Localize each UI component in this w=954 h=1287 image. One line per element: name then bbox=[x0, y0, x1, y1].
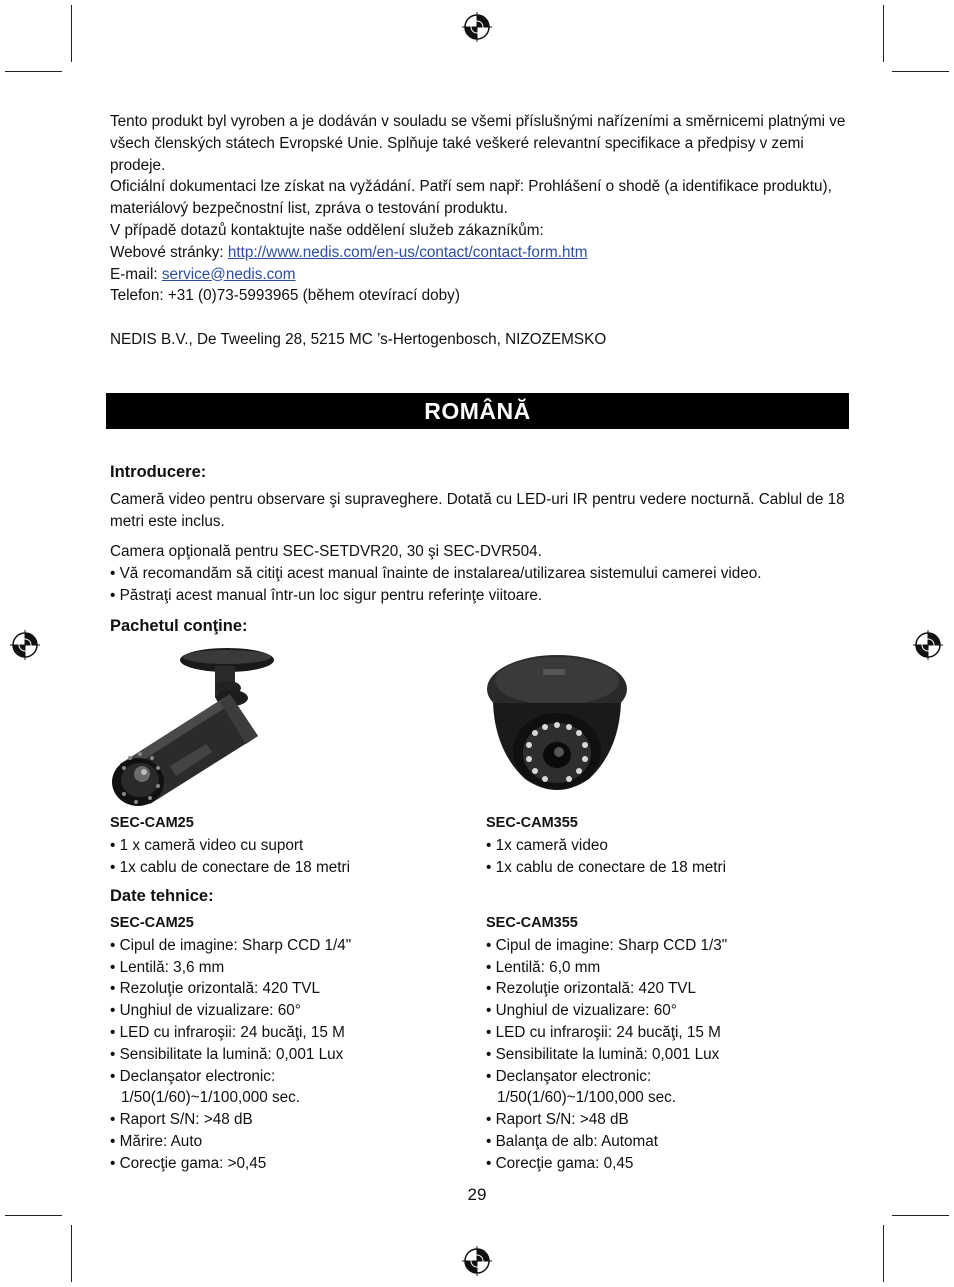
phone-line: Telefon: +31 (0)73-5993965 (během otevírací doby) bbox=[110, 287, 460, 305]
list-item: • Raport S/N: >48 dB bbox=[486, 1111, 629, 1129]
list-item: • Unghiul de vizualizare: 60° bbox=[486, 1002, 677, 1020]
list-item: • LED cu infraroşii: 24 bucăţi, 15 M bbox=[110, 1023, 345, 1041]
package-left-column bbox=[110, 813, 450, 878]
registration-mark-icon bbox=[462, 1246, 492, 1276]
list-item: • Rezoluţie orizontală: 420 TVL bbox=[486, 980, 697, 998]
bullet-camera-image bbox=[110, 646, 278, 808]
list-item: • Lentilă: 6,0 mm bbox=[486, 958, 601, 976]
website-link[interactable]: http://www.nedis.com/en-us/contact/contact-form.htm bbox=[227, 243, 588, 261]
crop-mark bbox=[883, 5, 884, 62]
website-label: Webové stránky: bbox=[110, 243, 228, 261]
compliance-paragraph: Tento produkt byl vyroben a je dodáván v souladu se všemi příslušnými nařízeními a směrnicemi platnými ve všech členských státech Evropské Unie. Splňuje také veškeré relevantní specifikace a předpisy v zemi prodeje. bbox=[110, 113, 846, 174]
list-item: • 1x cameră video bbox=[486, 836, 608, 854]
registration-mark-icon bbox=[913, 630, 943, 660]
list-item: • Cipul de imagine: Sharp CCD 1/4" bbox=[110, 936, 352, 954]
registration-mark-icon bbox=[10, 630, 40, 660]
list-item-continuation: 1/50(1/60)~1/100,000 sec. bbox=[121, 1089, 301, 1107]
specs-heading: Date tehnice: bbox=[110, 887, 214, 905]
list-item: • Păstraţi acest manual într-un loc sigur pentru referinţe viitoare. bbox=[110, 586, 543, 604]
list-item: • LED cu infraroşii: 24 bucăţi, 15 M bbox=[486, 1023, 721, 1041]
list-item: • Lentilă: 3,6 mm bbox=[110, 958, 225, 976]
compatibility-paragraph: Camera opţională pentru SEC-SETDVR20, 30 şi SEC-DVR504. bbox=[110, 543, 542, 560]
email-link[interactable]: service@nedis.com bbox=[161, 265, 296, 283]
email-line bbox=[110, 264, 850, 286]
list-item: • Corecţie gama: >0,45 bbox=[110, 1154, 267, 1172]
page-number: 29 bbox=[467, 1185, 487, 1204]
intro-paragraph: Cameră video pentru observare şi supraveghere. Dotată cu LED-uri IR pentru vedere nocturnă. Cablul de 18 metri este inclus. bbox=[110, 491, 845, 530]
specs-left-column bbox=[110, 913, 450, 1175]
email-label: E-mail: bbox=[110, 265, 162, 283]
crop-mark bbox=[71, 5, 72, 62]
list-item: • Rezoluţie orizontală: 420 TVL bbox=[110, 980, 321, 998]
model-name: SEC-CAM355 bbox=[486, 815, 578, 831]
specs-right-column bbox=[486, 913, 826, 1175]
list-item: • Unghiul de vizualizare: 60° bbox=[110, 1002, 301, 1020]
list-item: • Sensibilitate la lumină: 0,001 Lux bbox=[486, 1045, 720, 1063]
crop-mark bbox=[5, 1215, 62, 1216]
intro-text-2 bbox=[110, 541, 850, 606]
dome-camera-image bbox=[485, 651, 629, 801]
list-item: • Declanşator electronic: bbox=[110, 1067, 276, 1085]
company-address: NEDIS B.V., De Tweeling 28, 5215 MC ’s-Hertogenbosch, NIZOZEMSKO bbox=[110, 331, 607, 348]
crop-mark bbox=[71, 1225, 72, 1282]
language-banner: ROMÂNĂ bbox=[106, 393, 849, 429]
crop-mark bbox=[892, 1215, 949, 1216]
intro-text bbox=[110, 489, 850, 533]
crop-mark bbox=[883, 1225, 884, 1282]
website-line bbox=[110, 242, 850, 264]
list-item: • Corecţie gama: 0,45 bbox=[486, 1154, 634, 1172]
intro-heading: Introducere: bbox=[110, 463, 207, 481]
registration-mark-icon bbox=[462, 12, 492, 42]
list-item: • Raport S/N: >48 dB bbox=[110, 1111, 253, 1129]
list-item: • 1x cablu de conectare de 18 metri bbox=[486, 858, 727, 876]
model-name: SEC-CAM25 bbox=[110, 915, 194, 931]
package-right-column bbox=[486, 813, 826, 878]
list-item: • Balanţa de alb: Automat bbox=[486, 1132, 659, 1150]
list-item: • Sensibilitate la lumină: 0,001 Lux bbox=[110, 1045, 344, 1063]
list-item-continuation: 1/50(1/60)~1/100,000 sec. bbox=[497, 1089, 677, 1107]
contact-paragraph: V případě dotazů kontaktujte naše oddělení služeb zákazníkům: bbox=[110, 221, 544, 239]
list-item: • Vă recomandăm să citiţi acest manual înainte de instalarea/utilizarea sistemului camerei video. bbox=[110, 564, 762, 582]
model-name: SEC-CAM355 bbox=[486, 915, 578, 931]
crop-mark bbox=[5, 71, 62, 72]
package-heading: Pachetul conţine: bbox=[110, 617, 248, 635]
list-item: • 1x cablu de conectare de 18 metri bbox=[110, 858, 351, 876]
list-item: • Cipul de imagine: Sharp CCD 1/3" bbox=[486, 936, 728, 954]
list-item: • Mărire: Auto bbox=[110, 1132, 203, 1150]
list-item: • Declanşator electronic: bbox=[486, 1067, 652, 1085]
compliance-text bbox=[110, 111, 850, 307]
documentation-paragraph: Oficiální dokumentaci lze získat na vyžádání. Patří sem např: Prohlášení o shodě (a identifikace produktu), materiálový bezpečnostní list, zpráva o testování produktu. bbox=[110, 178, 832, 218]
crop-mark bbox=[892, 71, 949, 72]
model-name: SEC-CAM25 bbox=[110, 815, 194, 831]
list-item: • 1 x cameră video cu suport bbox=[110, 836, 304, 854]
